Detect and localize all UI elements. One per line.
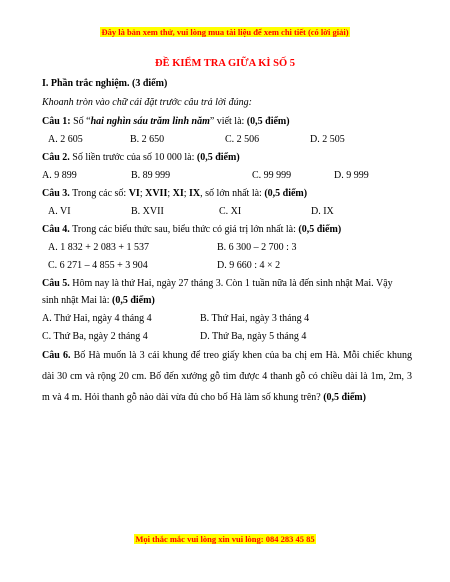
option-a[interactable]: A. 9 899 — [42, 170, 77, 181]
question-label: Câu 5. — [42, 278, 70, 289]
option-b[interactable]: B. Thứ Hai, ngày 3 tháng 4 — [200, 313, 310, 324]
option-c[interactable]: C. Thứ Ba, ngày 2 tháng 4 — [42, 331, 148, 342]
header-notice: Đây là bản xem thử, vui lòng mua tài liệu để xem chi tiết (có lời giải) — [101, 27, 349, 37]
question-1: Câu 1: Số “hai nghìn sáu trăm linh năm” viết là: (0,5 điểm) — [42, 116, 290, 127]
footer-notice: Mọi thắc mắc vui lòng xin vui lòng: 084 283 45 85 — [135, 534, 315, 544]
instruction-text: Khoanh tròn vào chữ cái đặt trước câu trả lời đúng: — [42, 97, 252, 108]
question-4: Câu 4. Trong các biểu thức sau, biểu thức có giá trị lớn nhất là: (0,5 điểm) — [42, 224, 342, 235]
page-title: ĐỀ KIỂM TRA GIỮA KÌ SỐ 5 — [154, 58, 296, 69]
option-d[interactable]: D. 9 999 — [334, 170, 369, 181]
option-b[interactable]: B. 2 650 — [130, 134, 165, 145]
option-b[interactable]: B. 6 300 – 2 700 : 3 — [217, 242, 297, 253]
option-d[interactable]: D. 2 505 — [310, 134, 345, 145]
question-5-cont: sinh nhật Mai là: (0,5 điểm) — [42, 295, 155, 306]
question-label: Câu 4. — [42, 224, 70, 235]
question-5: Câu 5. Hôm nay là thứ Hai, ngày 27 tháng 3. Còn 1 tuần nữa là đến sinh nhật Mai. Vậy — [42, 278, 393, 289]
option-c[interactable]: C. 6 271 – 4 855 + 3 904 — [48, 260, 148, 271]
question-label: Câu 1: — [42, 116, 71, 127]
option-a[interactable]: A. VI — [48, 206, 71, 217]
option-d[interactable]: D. 9 660 : 4 × 2 — [217, 260, 281, 271]
question-2: Câu 2. Số liền trước của số 10 000 là: (0,5 điểm) — [42, 152, 240, 163]
option-a[interactable]: A. 2 605 — [48, 134, 83, 145]
option-a[interactable]: A. 1 832 + 2 083 + 1 537 — [48, 242, 150, 253]
question-quote: hai nghìn sáu trăm linh năm — [90, 116, 210, 127]
question-points: (0,5 điểm) — [298, 224, 342, 235]
option-c[interactable]: C. 99 999 — [252, 170, 292, 181]
question-label: Câu 3. — [42, 188, 70, 199]
option-a[interactable]: A. Thứ Hai, ngày 4 tháng 4 — [42, 313, 152, 324]
question-points: (0,5 điểm) — [112, 295, 155, 306]
option-d[interactable]: D. IX — [311, 206, 334, 217]
question-6: Câu 6. Bố Hà muốn là 3 cái khung để treo giấy khen của ba chị em Hà. Mỗi chiếc khung dài 30 cm và rộng 20 cm. Bố đến xưởng gỗ tìm được 4 thanh gỗ có chiều dài là 1m, 2m, 3 m và 4 m. Hỏi thanh gỗ nào dài vừa đủ cho bố Hà làm số khung trên? (0,5 điểm) — [42, 350, 412, 403]
option-b[interactable]: B. XVII — [131, 206, 164, 217]
question-points: (0,5 điểm) — [246, 116, 290, 127]
option-b[interactable]: B. 89 999 — [131, 170, 171, 181]
option-d[interactable]: D. Thứ Ba, ngày 5 tháng 4 — [200, 331, 307, 342]
question-points: (0,5 điểm) — [264, 188, 308, 199]
question-points: (0,5 điểm) — [196, 152, 240, 163]
question-label: Câu 2. — [42, 152, 70, 163]
section-heading: I. Phần trắc nghiệm. (3 điểm) — [42, 78, 168, 89]
question-3: Câu 3. Trong các số: VI; XVII; XI; IX, số lớn nhất là: (0,5 điểm) — [42, 188, 308, 199]
option-c[interactable]: C. XI — [219, 206, 242, 217]
option-c[interactable]: C. 2 506 — [225, 134, 260, 145]
question-points: (0,5 điểm) — [323, 392, 366, 403]
question-label: Câu 6. — [42, 350, 71, 361]
